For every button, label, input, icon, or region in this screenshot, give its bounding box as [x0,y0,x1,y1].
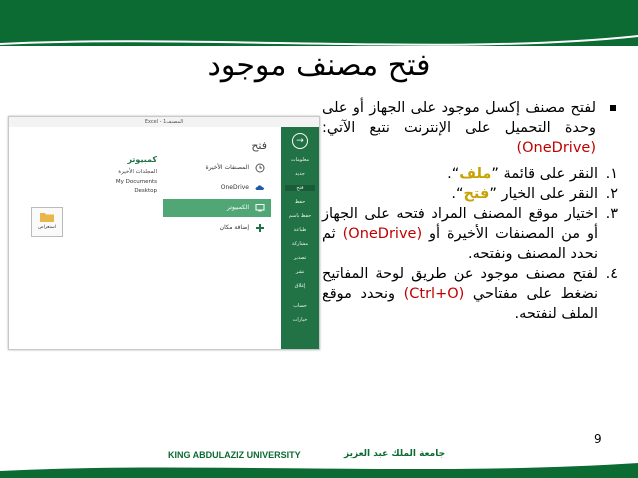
clock-icon [255,163,265,173]
browse-label: استعراض [38,225,56,230]
footer-university-en: KING ABDULAZIZ UNIVERSITY [168,450,301,460]
location-label: المصنفات الأخيرة [205,164,249,171]
sidebar-item-account[interactable]: حساب [293,303,307,309]
sidebar-item-save-as[interactable]: حفظ باسم [288,213,312,219]
step-1 [322,164,618,184]
step-highlight: (OneDrive) [342,226,423,242]
slide-body [322,98,618,324]
page-number: 9 [594,432,602,446]
bullet-square-icon [610,105,616,111]
step-3 [322,204,618,264]
step-4 [322,264,618,324]
sidebar-item-save[interactable]: حفظ [294,199,306,205]
sidebar-item-info[interactable]: معلومات [290,157,310,163]
step-key: ملف [459,166,492,182]
step-text: النقر على الخيار ” [489,186,598,202]
folder-icon [40,212,54,222]
footer-university-ar: جامعة الملك عبد العزيز [344,449,446,459]
folder-item[interactable]: Desktop [134,188,157,194]
step-text-end: ونحدد موقع الملف لنفتحه. [322,286,598,322]
excel-open-screenshot [8,116,320,350]
pane-heading: كمبيوتر [127,155,157,164]
backstage-sidebar [281,127,319,349]
sidebar-item-new[interactable]: جديد [295,171,305,177]
intro-text: لفتح مصنف إكسل موجود على الجهاز أو على وحدة التحميل على الإنترنت نتبع الآتي: [322,100,596,136]
browse-button[interactable] [31,207,63,237]
step-text: لفتح مصنف موجود عن طريق لوحة المفاتيح نضغط على مفتاحي [322,266,598,302]
location-label: إضافة مكان [219,224,249,231]
sidebar-item-close[interactable]: إغلاق [294,283,306,289]
sidebar-item-export[interactable]: تصدير [293,255,307,261]
step-number: ٤. [605,266,618,282]
folder-item[interactable]: My Documents [115,179,157,185]
step-key: فتح [463,186,490,202]
back-arrow-icon[interactable]: → [292,133,308,149]
footer-wave [0,458,638,478]
location-onedrive[interactable] [163,179,271,197]
location-add-place[interactable] [163,219,271,237]
steps-list [322,164,618,324]
sidebar-item-publish[interactable]: نشر [295,269,305,275]
window-title: Excel - المصنف1 [9,117,319,127]
step-text-end: “. [451,186,464,202]
sidebar-item-open[interactable]: فتح [285,185,315,191]
plus-icon [255,223,265,233]
step-number: ١. [605,166,618,182]
step-text-end: “. [447,166,460,182]
step-text: اختيار موقع المصنف المراد فتحه على الجهاز أو من المصنفات الأخيرة أو [322,206,598,242]
intro-paragraph [322,98,618,158]
computer-icon [255,203,265,213]
slide-title: فتح مصنف موجود [207,48,431,83]
location-computer[interactable] [163,199,271,217]
step-number: ٣. [605,206,618,222]
computer-pane [15,155,165,295]
recent-folders-label: المجلدات الأخيرة [118,169,157,175]
step-2 [322,184,618,204]
intro-onedrive: (OneDrive) [516,140,596,156]
backstage-heading: فتح [251,139,267,152]
step-text-end: ثم نحدد المصنف ونفتحه. [322,226,598,262]
sidebar-item-options[interactable]: خيارات [292,317,308,323]
step-highlight: (Ctrl+O) [403,286,465,302]
location-label: الكمبيوتر [227,204,249,211]
step-text: النقر على قائمة ” [491,166,598,182]
step-number: ٢. [605,186,618,202]
sidebar-item-share[interactable]: مشاركة [291,241,309,247]
location-label: OneDrive [220,184,249,191]
sidebar-item-print[interactable]: طباعة [293,227,307,233]
location-recent[interactable] [163,159,271,177]
cloud-icon [255,183,265,193]
